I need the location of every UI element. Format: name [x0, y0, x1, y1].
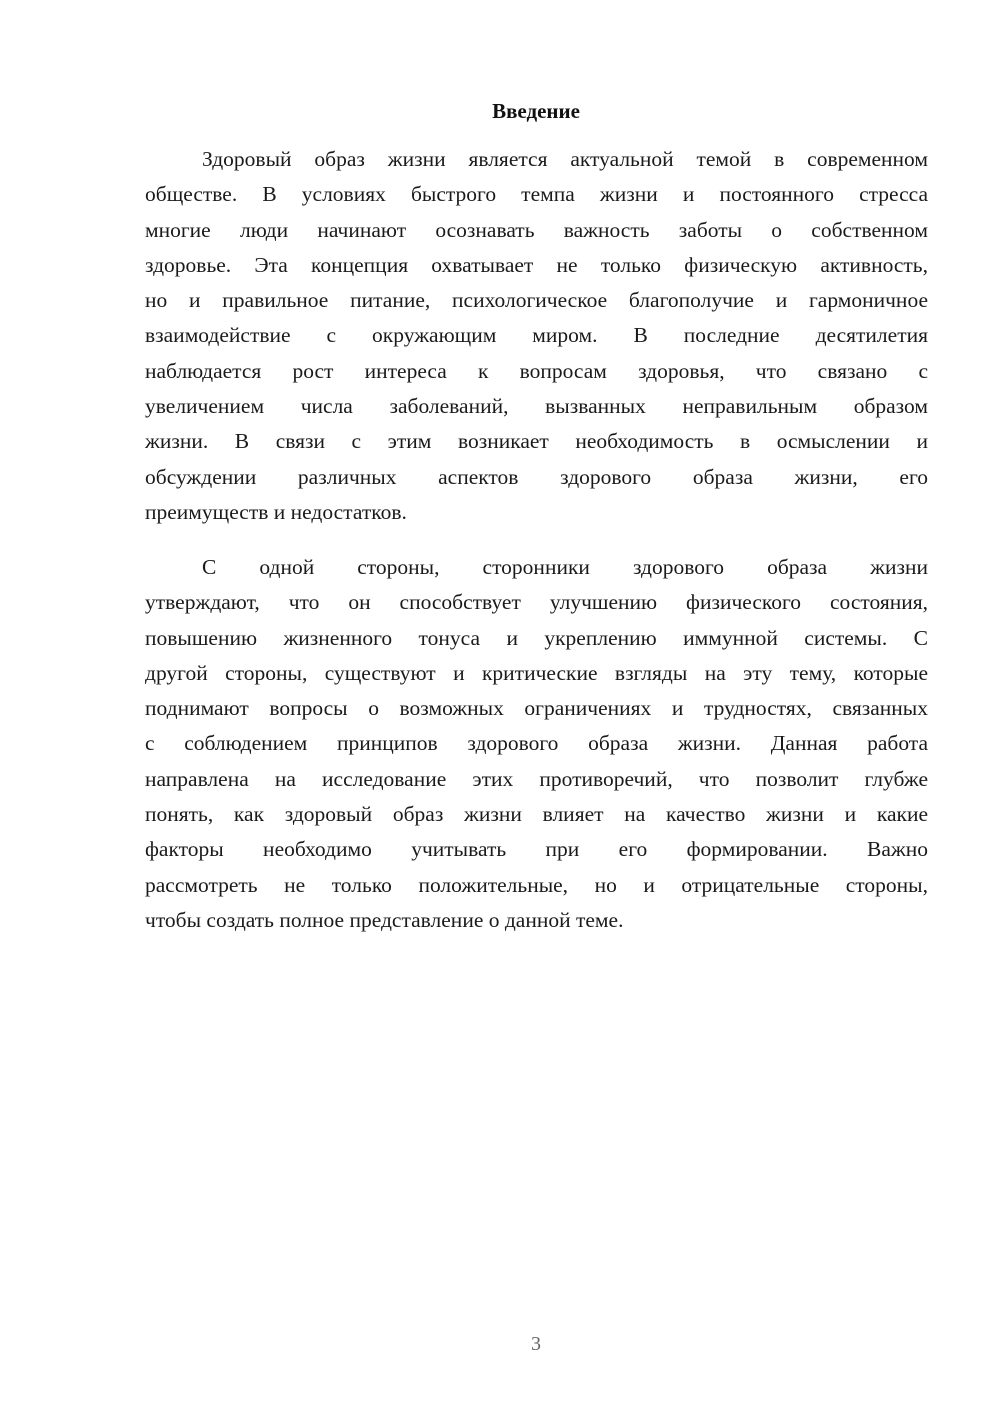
text-line: направлена на исследование этих противоречий, что позволит глубже: [145, 766, 928, 791]
text-line: обществе. В условиях быстрого темпа жизни и постоянного стресса: [145, 182, 928, 207]
text-line: многие люди начинают осознавать важность заботы о собственном: [145, 217, 928, 242]
text-line: взаимодействие с окружающим миром. В последние десятилетия: [145, 323, 928, 348]
text-line: наблюдается рост интереса к вопросам здоровья, что связано с: [145, 358, 928, 383]
text-line: с соблюдением принципов здорового образа жизни. Данная работа: [145, 731, 928, 756]
text-line: обсуждении различных аспектов здорового образа жизни, его: [145, 464, 928, 489]
text-line: Здоровый образ жизни является актуальной темой в современном: [202, 147, 928, 171]
text-line: повышению жизненного тонуса и укреплению иммунной системы. С: [145, 625, 928, 650]
text-line: преимуществ и недостатков.: [145, 499, 407, 524]
text-line: утверждают, что он способствует улучшению физического состояния,: [145, 590, 928, 615]
page-number: 3: [531, 1333, 541, 1355]
text-line: факторы необходимо учитывать при его формировании. Важно: [145, 837, 928, 862]
text-line: здоровье. Эта концепция охватывает не только физическую активность,: [145, 252, 928, 277]
text-line: увеличением числа заболеваний, вызванных неправильным образом: [145, 394, 928, 419]
text-line: С одной стороны, сторонники здорового образа жизни: [202, 555, 928, 579]
section-heading: Введение: [492, 99, 580, 123]
paragraph-introduction-2: [145, 550, 928, 938]
text-line: другой стороны, существуют и критические взгляды на эту тему, которые: [145, 660, 928, 685]
text-line: жизни. В связи с этим возникает необходимость в осмыслении и: [145, 429, 928, 454]
text-line: поднимают вопросы о возможных ограничениях и трудностях, связанных: [145, 696, 928, 721]
text-line: чтобы создать полное представление о данной теме.: [145, 907, 624, 932]
text-line: рассмотреть не только положительные, но и отрицательные стороны,: [145, 872, 928, 897]
text-line: понять, как здоровый образ жизни влияет на качество жизни и какие: [145, 802, 928, 827]
paragraph-introduction-1: [145, 142, 928, 530]
text-line: но и правильное питание, психологическое благополучие и гармоничное: [145, 288, 928, 313]
